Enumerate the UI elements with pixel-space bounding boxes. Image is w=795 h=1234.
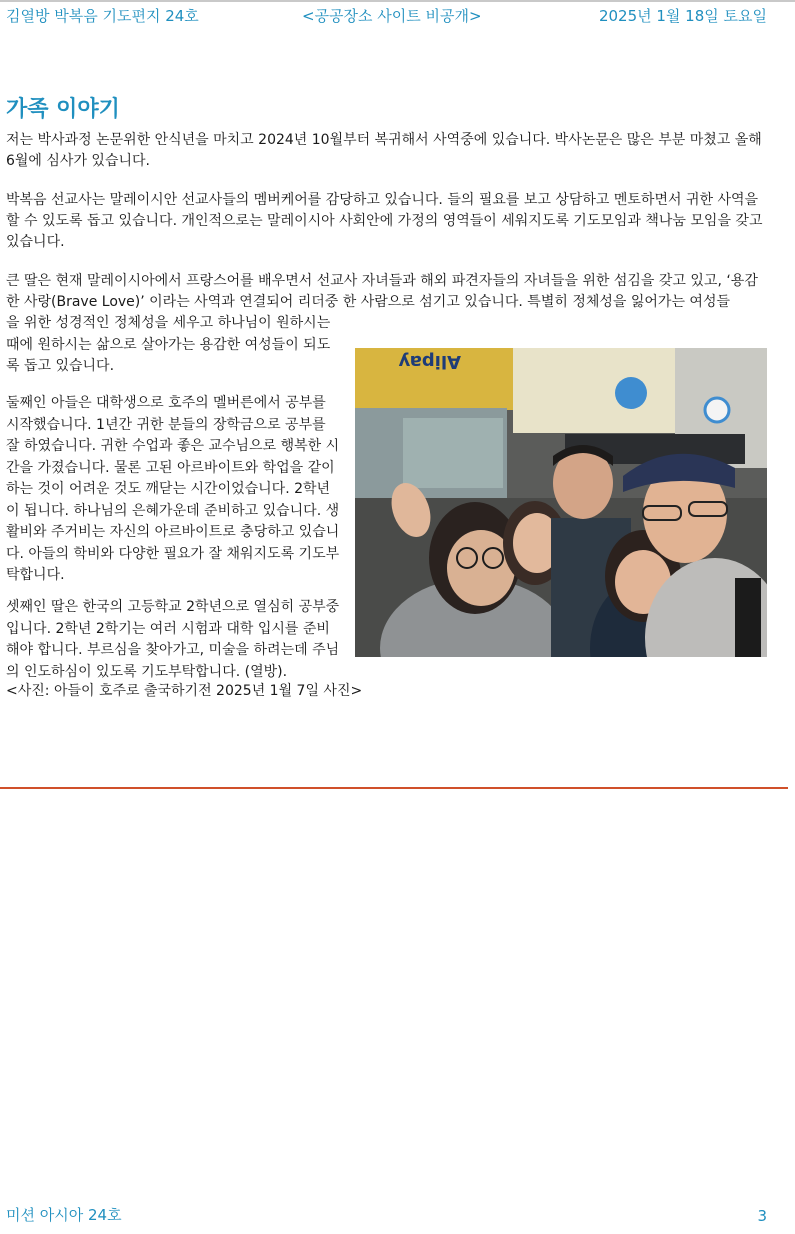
paragraph-father: 저는 박사과정 논문위한 안식년을 마치고 2024년 10월부터 복귀해서 사역중에 있습니다. 박사논문은 많은 부분 마쳤고 올해 6월에 심사가 있습니다. xyxy=(6,132,762,169)
paragraph-youngest-daughter: 셋째인 딸은 한국의 고등학교 2학년으로 열심히 공부중입니다. 2학년 2학기는 여러 시험과 대학 입시를 준비해야 합니다. 부르심을 찾아가고, 미술을 하려는데 주님의 인도하심이 있도록 기도부탁합니다. (열방). xyxy=(6,599,340,680)
page-number: 3 xyxy=(757,1207,767,1225)
family-photo xyxy=(355,348,767,657)
section-divider xyxy=(0,787,788,789)
section-title: 가족 이야기 xyxy=(6,97,120,122)
paragraph-eldest-daughter-continued: 을 위한 성경적인 정체성을 세우고 하나님이 원하시는 때에 원하시는 삶으로 살아가는 용감한 여성들이 되도록 돕고 있습니다. xyxy=(6,315,331,374)
top-rule xyxy=(0,0,795,2)
paragraph-eldest-daughter: 큰 딸은 현재 말레이시아에서 프랑스어를 배우면서 선교사 자녀들과 해외 파견자들의 자녀들을 위한 섬김을 갖고 있고, ‘용감한 사랑(Brave Love)’ 이라는 사역과 연결되어 리더중 한 사람으로 섬기고 있습니다. 특별히 정체성을 잃어가는 여성들 xyxy=(6,273,758,310)
paragraph-son: 둘째인 아들은 대학생으로 호주의 멜버른에서 공부를 시작했습니다. 1년간 귀한 분들의 장학금으로 공부를 잘 하였습니다. 귀한 수업과 좋은 교수님으로 행복한 시간을 가졌습니다. 물론 고된 아르바이트와 학업을 같이 하는 것이 어려운 것도 깨닫는 시간이었습니다. 2학년이 됩니다. 하나님의 은혜가운데 준비하고 있습니다. 생활비와 주거비는 자신의 아르바이트로 충당하고 있습니다. 아들의 학비와 다양한 필요가 잘 채워지도록 기도부탁합니다. xyxy=(6,395,340,583)
page-header xyxy=(6,5,767,27)
photo-caption: <사진: 아들이 호주로 출국하기전 2025년 1월 7일 사진> xyxy=(6,683,363,699)
footer-issue-label: 미션 아시아 24호 xyxy=(6,1206,122,1224)
header-privacy-notice: <공공장소 사이트 비공개> xyxy=(302,7,482,25)
header-newsletter-title: 김열방 박복음 기도편지 24호 xyxy=(6,7,199,25)
paragraph-mother: 박복음 선교사는 말레이시안 선교사들의 멤버케어를 감당하고 있습니다. 들의 필요를 보고 상담하고 멘토하면서 귀한 사역을 할 수 있도록 돕고 있습니다. 개인적으로는 말레이시아 사회안에 가정의 영역들이 세워지도록 기도모임과 책나눔 모임을 갖고 있습니다. xyxy=(6,192,763,250)
header-date: 2025년 1월 18일 토요일 xyxy=(598,7,767,25)
alipay-sign-text: Alipay xyxy=(398,351,461,372)
